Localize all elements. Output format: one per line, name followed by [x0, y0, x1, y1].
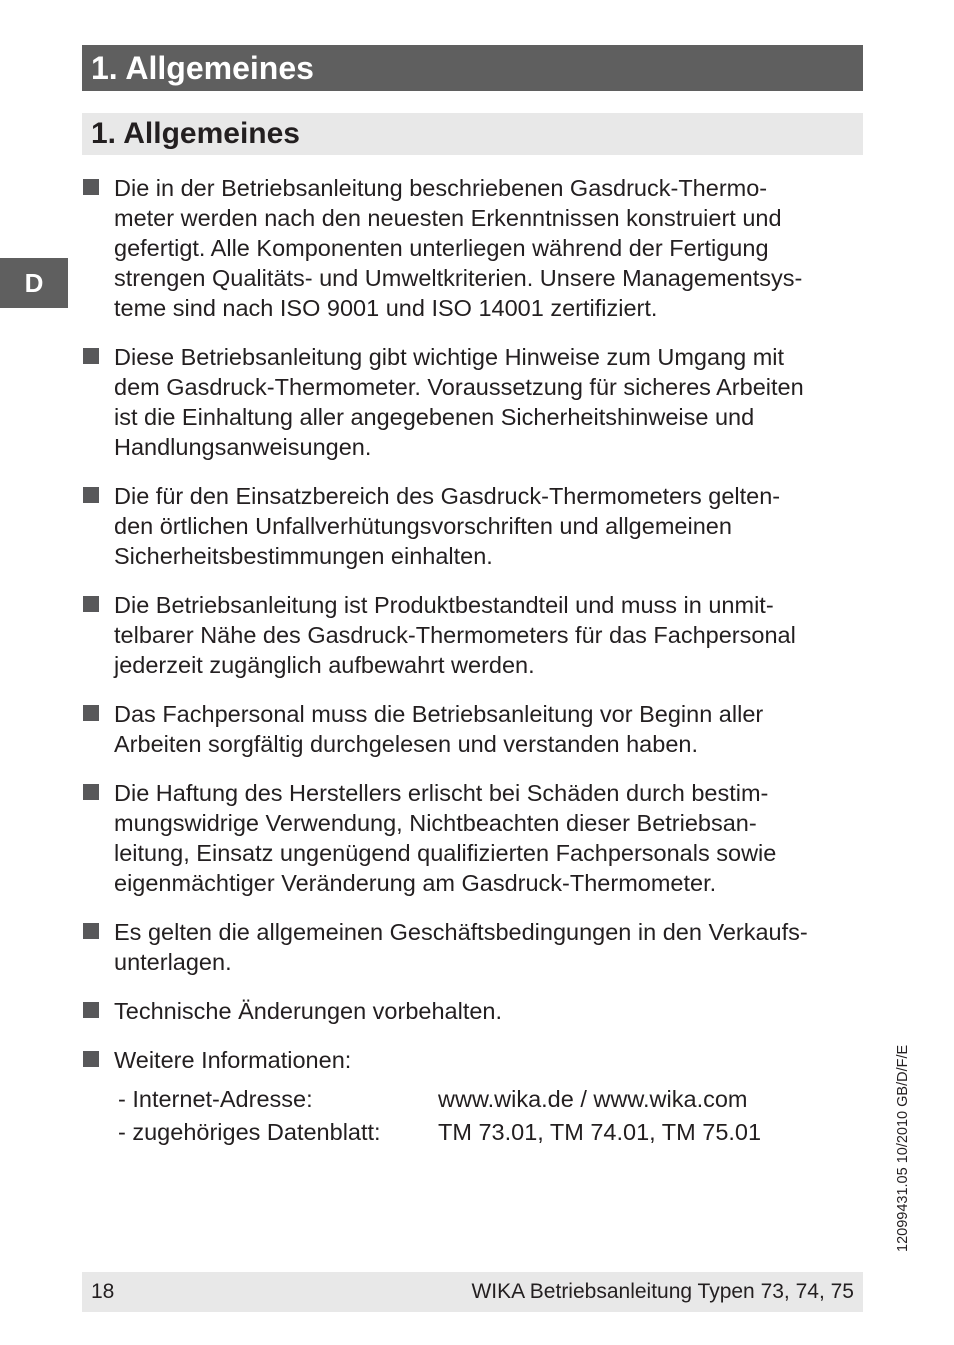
- list-item: [82, 917, 872, 977]
- square-bullet-icon: [83, 923, 99, 939]
- list-item: [82, 996, 872, 1026]
- footer: [82, 1272, 863, 1312]
- square-bullet-icon: [83, 705, 99, 721]
- list-item: [82, 481, 872, 571]
- list-item: [82, 173, 872, 323]
- further-info-table: [118, 1083, 872, 1149]
- square-bullet-icon: [83, 348, 99, 364]
- bullet-text: Technische Änderungen vorbehalten.: [114, 998, 503, 1024]
- language-tab: D: [0, 258, 68, 308]
- bullet-text: Die Haftung des Herstellers erlischt bei Schäden durch bestim- mungswidrige Verwendung, Nichtbeachten dieser Betriebsan- leitung, Einsatz ungenügend qualifizierten Fachpersonals sowie eigenmächtiger Veränderung am Gasdruck-Thermometer.: [114, 780, 777, 896]
- info-key: - Internet-Adresse:: [118, 1086, 313, 1112]
- bullet-text: Weitere Informationen:: [114, 1047, 352, 1073]
- footer-title: WIKA Betriebsanleitung Typen 73, 74, 75: [471, 1280, 854, 1303]
- bullet-text: Die in der Betriebsanleitung beschriebenen Gasdruck-Thermo- meter werden nach den neuesten Erkenntnissen konstruiert und gefertigt. Alle Komponenten unterliegen während der Fertigung strengen Qualitäts- und Umweltkriterien. Unsere Managementsys- teme sind nach ISO 9001 und ISO 14001 zertifiziert.: [114, 175, 803, 321]
- list-item: [82, 342, 872, 462]
- square-bullet-icon: [83, 179, 99, 195]
- info-value: www.wika.de / www.wika.com: [438, 1086, 748, 1112]
- square-bullet-icon: [83, 1002, 99, 1018]
- info-row: [118, 1116, 872, 1149]
- list-item: [82, 590, 872, 680]
- bullet-text: Die Betriebsanleitung ist Produktbestandteil und muss in unmit- telbarer Nähe des Gasdruck-Thermometers für das Fachpersonal jederzeit zugänglich aufbewahrt werden.: [114, 592, 796, 678]
- square-bullet-icon: [83, 784, 99, 800]
- list-item: [82, 778, 872, 898]
- page-number: 18: [91, 1280, 115, 1303]
- list-item: [82, 1045, 872, 1149]
- document-code: 12099431.05 10/2010 GB/D/F/E: [895, 1044, 911, 1252]
- list-item: [82, 699, 872, 759]
- square-bullet-icon: [83, 487, 99, 503]
- info-key: - zugehöriges Datenblatt:: [118, 1119, 381, 1145]
- square-bullet-icon: [83, 1051, 99, 1067]
- bullet-text: Diese Betriebsanleitung gibt wichtige Hinweise zum Umgang mit dem Gasdruck-Thermometer. Voraussetzung für sicheres Arbeiten ist die Einhaltung aller angegebenen Sicherheitshinweise und Handlungsanweisungen.: [114, 344, 804, 460]
- square-bullet-icon: [83, 596, 99, 612]
- info-value: TM 73.01, TM 74.01, TM 75.01: [438, 1119, 762, 1145]
- info-row: [118, 1083, 872, 1116]
- bullet-list: [82, 173, 872, 1168]
- bullet-text: Das Fachpersonal muss die Betriebsanleitung vor Beginn aller Arbeiten sorgfältig durchgelesen und verstanden haben.: [114, 701, 764, 757]
- chapter-heading: 1. Allgemeines: [82, 45, 863, 91]
- bullet-text: Die für den Einsatzbereich des Gasdruck-Thermometers gelten- den örtlichen Unfallverhütungsvorschriften und allgemeinen Sicherheitsbestimmungen einhalten.: [114, 483, 781, 569]
- bullet-text: Es gelten die allgemeinen Geschäftsbedingungen in den Verkaufs- unterlagen.: [114, 919, 808, 975]
- section-heading: 1. Allgemeines: [82, 113, 863, 155]
